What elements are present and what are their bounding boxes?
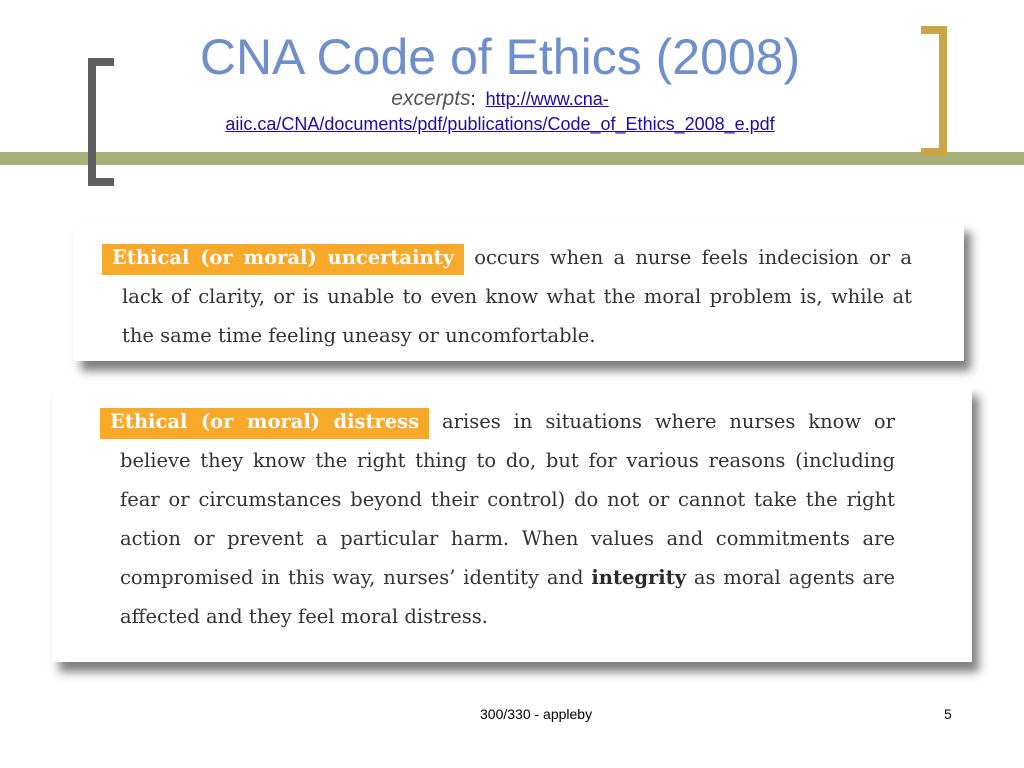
excerpt-paragraph <box>110 402 896 636</box>
code-of-ethics-link-part-2[interactable]: aiic.ca/CNA/documents/pdf/publications/Code_of_Ethics_2008_e.pdf <box>225 114 775 134</box>
footer-course: 300/330 - appleby <box>480 706 593 722</box>
excerpt-box-uncertainty <box>74 222 964 361</box>
subtitle <box>150 86 850 137</box>
emphasis-word: integrity <box>591 566 687 589</box>
slide-title: CNA Code of Ethics (2008) <box>199 29 801 85</box>
subtitle-label: excerpts <box>391 87 471 110</box>
page-number: 5 <box>944 706 952 722</box>
highlighted-term: Ethical (or moral) distress <box>100 408 429 439</box>
excerpt-paragraph <box>112 238 912 355</box>
right-bracket-decoration <box>921 26 947 156</box>
decorative-band <box>0 152 1024 165</box>
excerpt-text: occurs when a nurse feels indecision or a lack of clarity, or is unable to even know what the moral problem is, while at the same time feeling uneasy or uncomfortable. <box>122 246 912 347</box>
excerpt-box-distress <box>52 386 972 662</box>
excerpt-text-after: as moral agents are affected and they feel moral distress. <box>120 566 896 628</box>
excerpt-text-before: arises in situations where nurses know or believe they know the right thing to do, but for various reasons (including fear or circumstances beyond their control) do not or cannot take the right action or prevent a particular harm. When values and commitments are compromised in this way, nurses’ identity and <box>120 410 895 589</box>
code-of-ethics-link-part-1[interactable]: http://www.cna- <box>485 89 609 109</box>
title-block <box>150 28 850 137</box>
subtitle-colon: : <box>470 89 476 109</box>
highlighted-term: Ethical (or moral) uncertainty <box>102 244 464 275</box>
left-bracket-decoration <box>88 58 114 186</box>
